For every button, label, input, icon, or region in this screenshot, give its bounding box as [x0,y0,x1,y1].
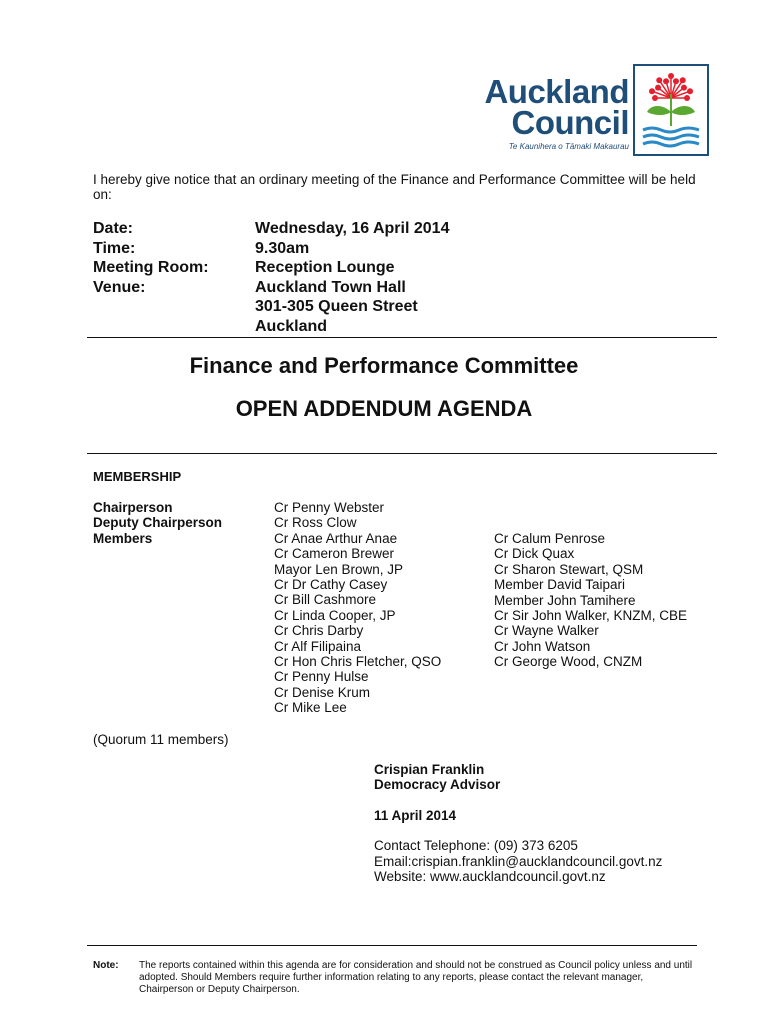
venue-line: Auckland Town Hall [255,278,406,296]
council-logo-wordmark [467,73,629,151]
members-column-1 [274,500,441,716]
page-title: Finance and Performance Committee [189,353,579,378]
member: Cr Calum Penrose [494,531,606,546]
member: Cr Dick Quax [494,546,575,562]
pohutukawa-logo-icon [633,64,709,156]
deputy-label: Deputy Chairperson [93,515,223,531]
members-label: Members [93,530,153,546]
member: Cr Cameron Brewer [274,546,395,562]
meeting-notice: I hereby give notice that an ordinary meeting of the Finance and Performance Committee will be held on: [93,172,696,202]
advisor-block [374,762,662,884]
meeting-details [93,219,449,337]
meeting-date: Wednesday, 16 April 2014 [255,220,450,237]
member: Cr Anae Arthur Anae [274,530,398,546]
logo-line-2: Council [511,104,629,141]
chairperson: Cr Penny Webster [274,500,385,515]
note-label: Note: [93,960,119,971]
meeting-room: Reception Lounge [255,259,395,277]
quorum: (Quorum 11 members) [93,732,229,747]
venue-label: Venue: [93,278,146,296]
member: Cr Alf Filipaina [274,638,362,654]
member: Cr Linda Cooper, JP [274,607,396,623]
note-text: The reports contained within this agenda are for consideration and should not be construed as Council policy unless and until adopted. Should Members require further information relating to any reports, please contact the relevant manager, Chairperson or Deputy Chairperson. [139,960,693,995]
membership-heading: MEMBERSHIP [93,469,182,484]
advisor-date: 11 April 2014 [374,807,457,823]
note-divider [87,945,697,946]
chair-label: Chairperson [93,500,173,515]
member: Cr Dr Cathy Casey [274,577,388,593]
membership-roles [93,500,222,546]
divider [87,337,717,338]
contact-email[interactable]: Email:crispian.franklin@aucklandcouncil.govt.nz [374,853,663,869]
logo-tagline: Te Kaunihera o Tāmaki Makaurau [508,142,629,151]
members-column-2 [494,531,687,670]
page-subtitle: OPEN ADDENDUM AGENDA [235,396,533,421]
member: Cr Wayne Walker [494,623,599,639]
member: Mayor Len Brown, JP [274,561,404,577]
meeting-time: 9.30am [255,239,310,257]
member: Cr Sharon Stewart, QSM [494,561,644,577]
contact-website[interactable]: Website: www.aucklandcouncil.govt.nz [374,869,606,885]
member: Cr Denise Krum [274,684,371,700]
member: Member David Taipari [494,577,626,593]
time-label: Time: [93,239,136,257]
advisor-name: Crispian Franklin [374,762,485,777]
member: Cr Sir John Walker, KNZM, CBE [494,608,688,624]
venue-line: Auckland [255,317,328,335]
member: Cr Mike Lee [274,700,347,716]
member: Member John Tamihere [494,592,636,608]
divider [87,453,717,454]
advisor-role: Democracy Advisor [374,777,501,793]
venue-line: 301-305 Queen Street [255,298,418,316]
room-label: Meeting Room: [93,259,209,277]
member: Cr John Watson [494,638,591,654]
member: Cr Hon Chris Fletcher, QSO [274,654,442,670]
member: Cr Chris Darby [274,623,364,639]
member: Cr Bill Cashmore [274,592,377,608]
date-label: Date: [93,220,134,237]
logo-line-1: Auckland [484,73,629,110]
contact-telephone: Contact Telephone: (09) 373 6205 [374,838,578,854]
member: Cr Penny Hulse [274,669,369,685]
deputy-chairperson: Cr Ross Clow [274,515,357,531]
member: Cr George Wood, CNZM [494,654,643,670]
